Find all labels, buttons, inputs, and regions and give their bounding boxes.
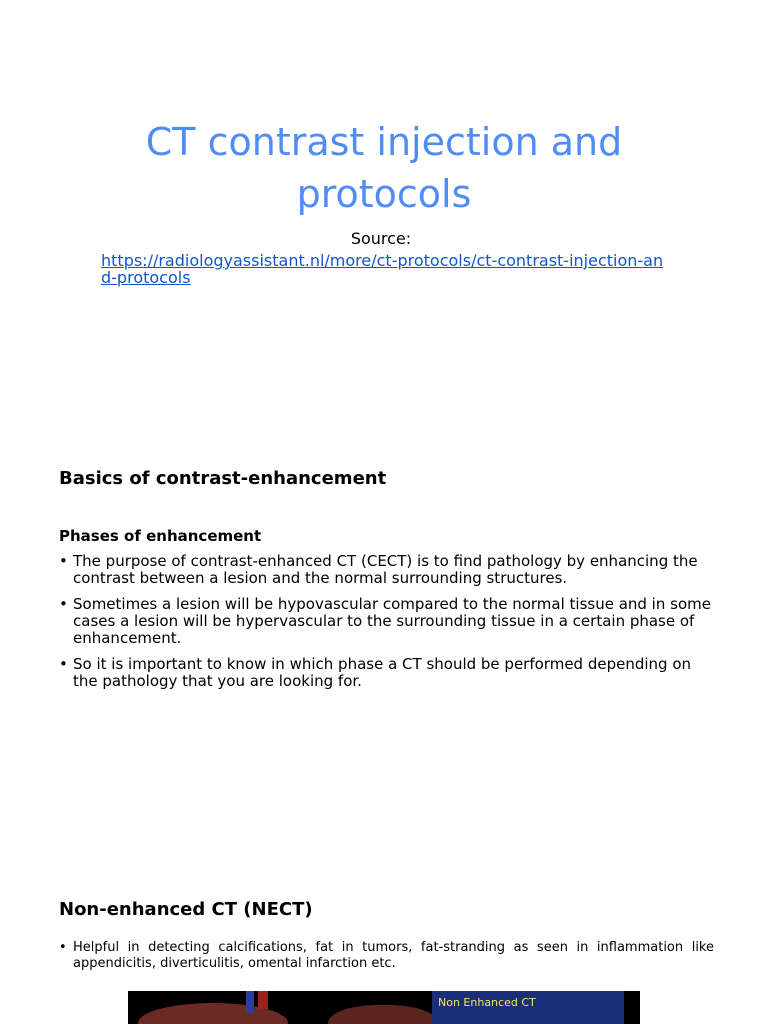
bullet-text: Sometimes a lesion will be hypovascular compared to the normal tissue and in some cases a lesion will be hypervascular to the surrounding tissue in a certain phase of enhancement. — [73, 595, 711, 647]
bullet-icon: • — [59, 655, 68, 673]
slide-title: CT contrast injection and protocols — [145, 120, 623, 216]
source-link[interactable]: https://radiologyassistant.nl/more/ct-protocols/ct-contrast-injection-and-protocols — [101, 251, 664, 287]
bullet-text: Helpful in detecting calcifications, fat in tumors, fat-stranding as seen in inflammation like appendicitis, diverticulitis, omental infarction etc. — [73, 940, 714, 971]
list-item — [59, 656, 714, 690]
bullet-text: So it is important to know in which phase a CT should be performed depending on the pathology that you are looking for. — [73, 655, 692, 690]
nect-bullet-list — [59, 940, 714, 972]
section-heading-basics: Basics of contrast-enhancement — [59, 468, 387, 489]
organ-shape — [328, 1005, 438, 1024]
phases-bullet-list — [59, 553, 714, 699]
image-label-box — [432, 991, 624, 1024]
bullet-icon: • — [59, 940, 67, 955]
section-heading-nect: Non-enhanced CT (NECT) — [59, 899, 313, 920]
source-label: Source: — [350, 229, 412, 248]
ct-scan-image — [128, 991, 640, 1024]
image-label: Non Enhanced CT — [438, 996, 536, 1009]
artery-shape — [258, 991, 268, 1009]
bullet-text: The purpose of contrast-enhanced CT (CECT) is to find pathology by enhancing the contrast between a lesion and the normal surrounding structures. — [73, 552, 698, 587]
bullet-icon: • — [59, 595, 68, 613]
list-item — [59, 596, 714, 647]
list-item — [59, 553, 714, 587]
vein-shape — [246, 991, 254, 1013]
subheading-phases: Phases of enhancement — [59, 527, 262, 545]
list-item — [59, 940, 714, 972]
bullet-icon: • — [59, 552, 68, 570]
